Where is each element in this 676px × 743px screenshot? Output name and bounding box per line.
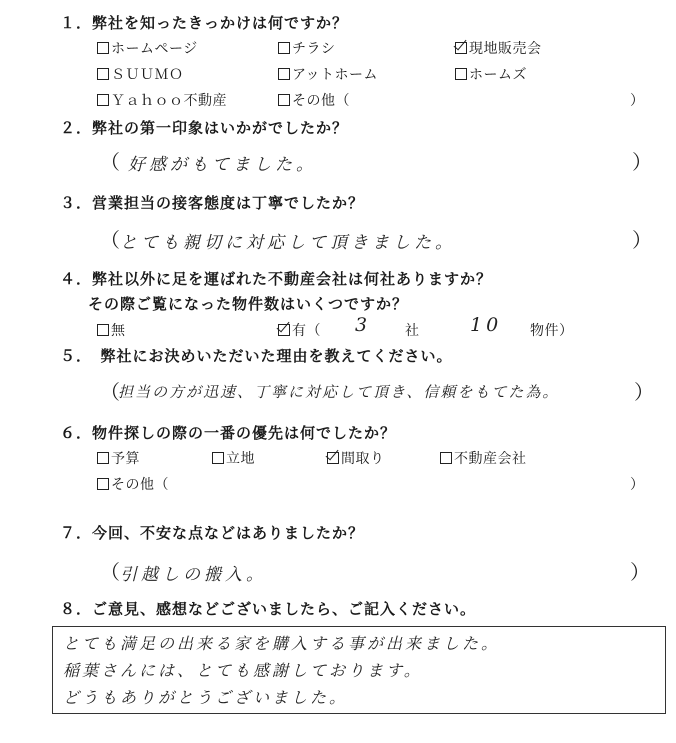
- checkbox[interactable]: [97, 94, 109, 106]
- question-1-title: １．弊社を知ったきっかけは何ですか？: [60, 14, 349, 32]
- q7-open-paren: （: [100, 560, 120, 584]
- question-4-title-line1: ４．弊社以外に足を運ばれた不動産会社は何社ありますか？: [60, 270, 493, 288]
- q4-option-yes[interactable]: 有（: [278, 320, 321, 340]
- question-7-title: ７．今回、不安な点などはありましたか？: [60, 524, 365, 542]
- q1-option-suumo[interactable]: ＳＵＵＭＯ: [97, 64, 184, 84]
- q7-close-paren: ）: [630, 560, 650, 584]
- q5-close-paren: ）: [634, 380, 654, 404]
- q5-open-paren: （: [100, 380, 120, 404]
- q1-option-athome[interactable]: アットホーム: [278, 64, 378, 84]
- checkbox[interactable]: [278, 42, 290, 54]
- q4-property-unit: 物件）: [530, 323, 574, 339]
- comment-line-3: どうもありがとうございました。: [63, 688, 349, 707]
- question-2-title: ２．弊社の第一印象はいかがでしたか？: [60, 119, 349, 137]
- checkbox[interactable]: [278, 94, 290, 106]
- q3-open-paren: （: [100, 228, 120, 252]
- q5-answer: 担当の方が迅速、丁寧に対応して頂き、信頼をもてた為。: [118, 383, 560, 401]
- q6-option-layout[interactable]: 間取り: [327, 448, 385, 468]
- q4-option-none[interactable]: 無: [97, 320, 126, 340]
- checkbox-checked[interactable]: [278, 324, 290, 336]
- q4-company-unit: 社: [405, 323, 420, 339]
- checkbox[interactable]: [97, 478, 109, 490]
- q2-answer: 好感がもてました。: [128, 155, 317, 175]
- q3-close-paren: ）: [632, 228, 652, 252]
- question-6-title: ６．物件探しの際の一番の優先は何でしたか？: [60, 424, 397, 442]
- question-4-title-line2: その際ご覧になった物件数はいくつですか？: [88, 295, 409, 313]
- question-8-title: ８．ご意見、感想などございましたら、ご記入ください。: [60, 600, 477, 618]
- q6-option-location[interactable]: 立地: [212, 448, 255, 468]
- q6-close-paren: ）: [630, 477, 645, 493]
- question-5-title: ５． 弊社にお決めいただいた理由を教えてください。: [60, 347, 453, 365]
- question-3-title: ３．営業担当の接客態度は丁寧でしたか？: [60, 194, 365, 212]
- q1-option-homepage[interactable]: ホームページ: [97, 38, 198, 58]
- q4-property-count: 10: [470, 314, 503, 336]
- q1-option-open-house[interactable]: 現地販売会: [455, 38, 542, 58]
- q3-answer: とても親切に対応して頂きました。: [120, 233, 456, 253]
- q2-open-paren: （: [100, 150, 120, 174]
- comment-line-2: 稲葉さんには、とても感謝しております。: [63, 661, 423, 680]
- checkbox[interactable]: [97, 324, 109, 336]
- comment-box[interactable]: [52, 626, 666, 714]
- q1-option-homes[interactable]: ホームズ: [455, 64, 527, 84]
- checkbox[interactable]: [455, 68, 467, 80]
- checkbox[interactable]: [97, 42, 109, 54]
- comment-line-1: とても満足の出来る家を購入する事が出来ました。: [63, 634, 501, 653]
- checkbox[interactable]: [97, 452, 109, 464]
- q1-option-flyer[interactable]: チラシ: [278, 38, 336, 58]
- q2-close-paren: ）: [632, 150, 652, 174]
- q7-answer: 引越しの搬入。: [120, 565, 267, 585]
- q1-option-other[interactable]: その他（: [278, 90, 350, 110]
- checkbox-checked[interactable]: [327, 452, 339, 464]
- q4-company-count: 3: [355, 314, 372, 336]
- q6-option-agency[interactable]: 不動産会社: [440, 448, 527, 468]
- checkbox[interactable]: [440, 452, 452, 464]
- q1-option-yahoo[interactable]: Ｙａｈｏｏ不動産: [97, 90, 227, 110]
- checkbox[interactable]: [278, 68, 290, 80]
- checkbox-checked[interactable]: [455, 42, 467, 54]
- q6-option-other[interactable]: その他（: [97, 474, 169, 494]
- checkbox[interactable]: [212, 452, 224, 464]
- q6-option-budget[interactable]: 予算: [97, 448, 140, 468]
- q1-close-paren: ）: [630, 93, 645, 109]
- checkbox[interactable]: [97, 68, 109, 80]
